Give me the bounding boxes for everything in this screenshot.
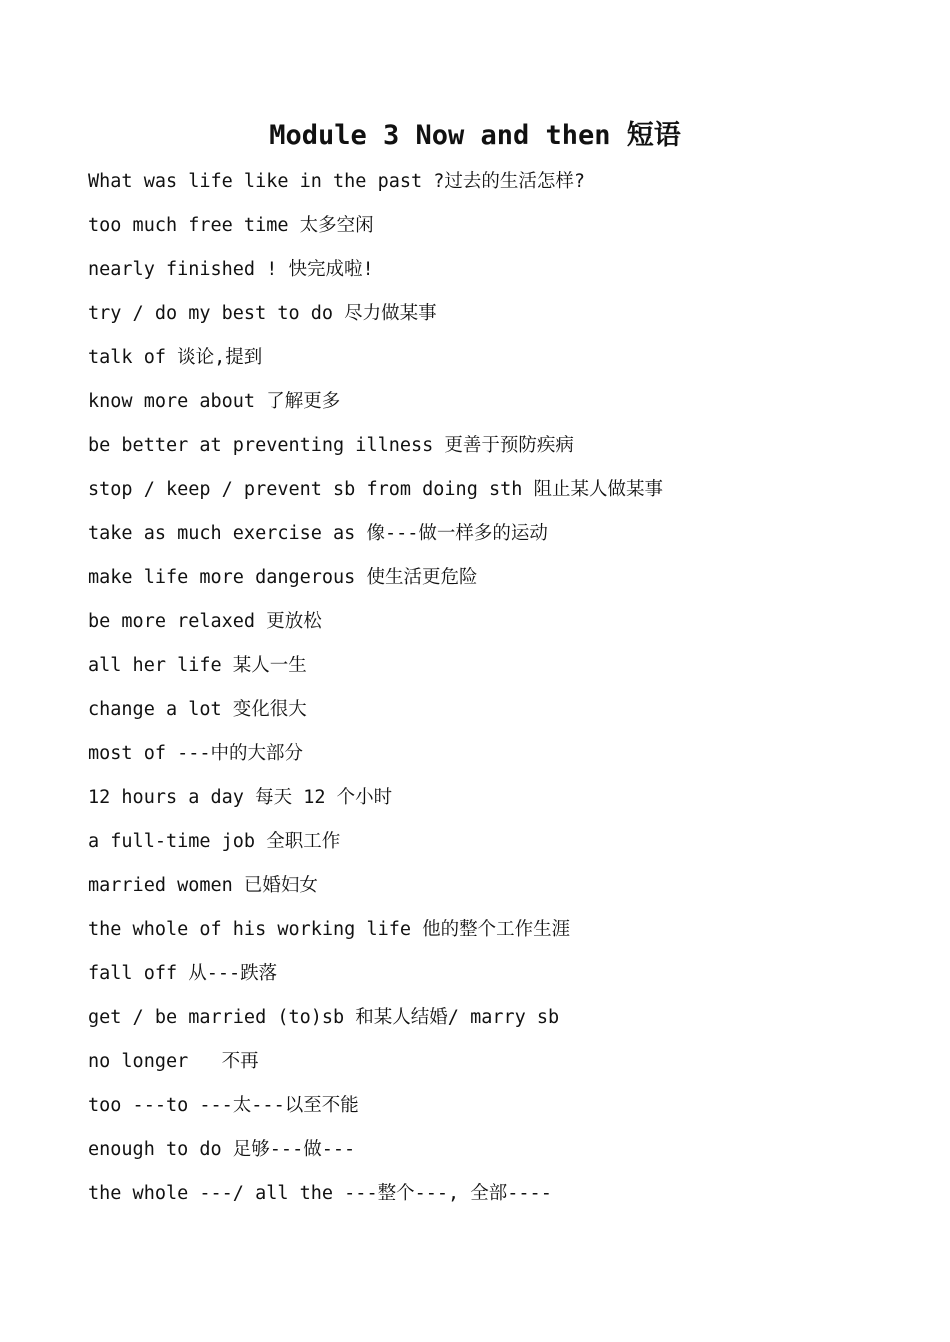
phrase-list — [88, 164, 908, 1220]
phrase-item: a full-time job 全职工作 — [88, 831, 341, 852]
page-title: Module 3 Now and then 短语 — [269, 120, 681, 151]
phrase-item: try / do my best to do 尽力做某事 — [88, 303, 437, 324]
phrase-item: take as much exercise as 像---做一样多的运动 — [88, 523, 548, 544]
phrase-item: too much free time 太多空闲 — [88, 215, 374, 236]
phrase-item: too ---to ---太---以至不能 — [88, 1095, 359, 1116]
phrase-item: know more about 了解更多 — [88, 391, 341, 412]
phrase-item: the whole ---/ all the ---整个---, 全部---- — [88, 1183, 552, 1204]
phrase-item: be better at preventing illness 更善于预防疾病 — [88, 435, 574, 456]
phrase-item: the whole of his working life 他的整个工作生涯 — [88, 919, 571, 940]
phrase-item: get / be married (to)sb 和某人结婚/ marry sb — [88, 1007, 560, 1028]
phrase-item: What was life like in the past ?过去的生活怎样? — [88, 171, 586, 192]
phrase-item: stop / keep / prevent sb from doing sth 阻止某人做某事 — [88, 479, 664, 500]
phrase-item: nearly finished ! 快完成啦! — [88, 259, 374, 280]
phrase-item: change a lot 变化很大 — [88, 699, 307, 720]
phrase-item: 12 hours a day 每天 12 个小时 — [88, 787, 393, 808]
phrase-item: make life more dangerous 使生活更危险 — [88, 567, 478, 588]
phrase-item: no longer 不再 — [88, 1051, 259, 1072]
phrase-item: most of ---中的大部分 — [88, 743, 304, 764]
phrase-item: all her life 某人一生 — [88, 655, 307, 676]
phrase-item: talk of 谈论,提到 — [88, 347, 263, 368]
phrase-item: enough to do 足够---做--- — [88, 1139, 356, 1160]
phrase-item: be more relaxed 更放松 — [88, 611, 322, 632]
phrase-item: married women 已婚妇女 — [88, 875, 318, 896]
phrase-item: fall off 从---跌落 — [88, 963, 278, 984]
